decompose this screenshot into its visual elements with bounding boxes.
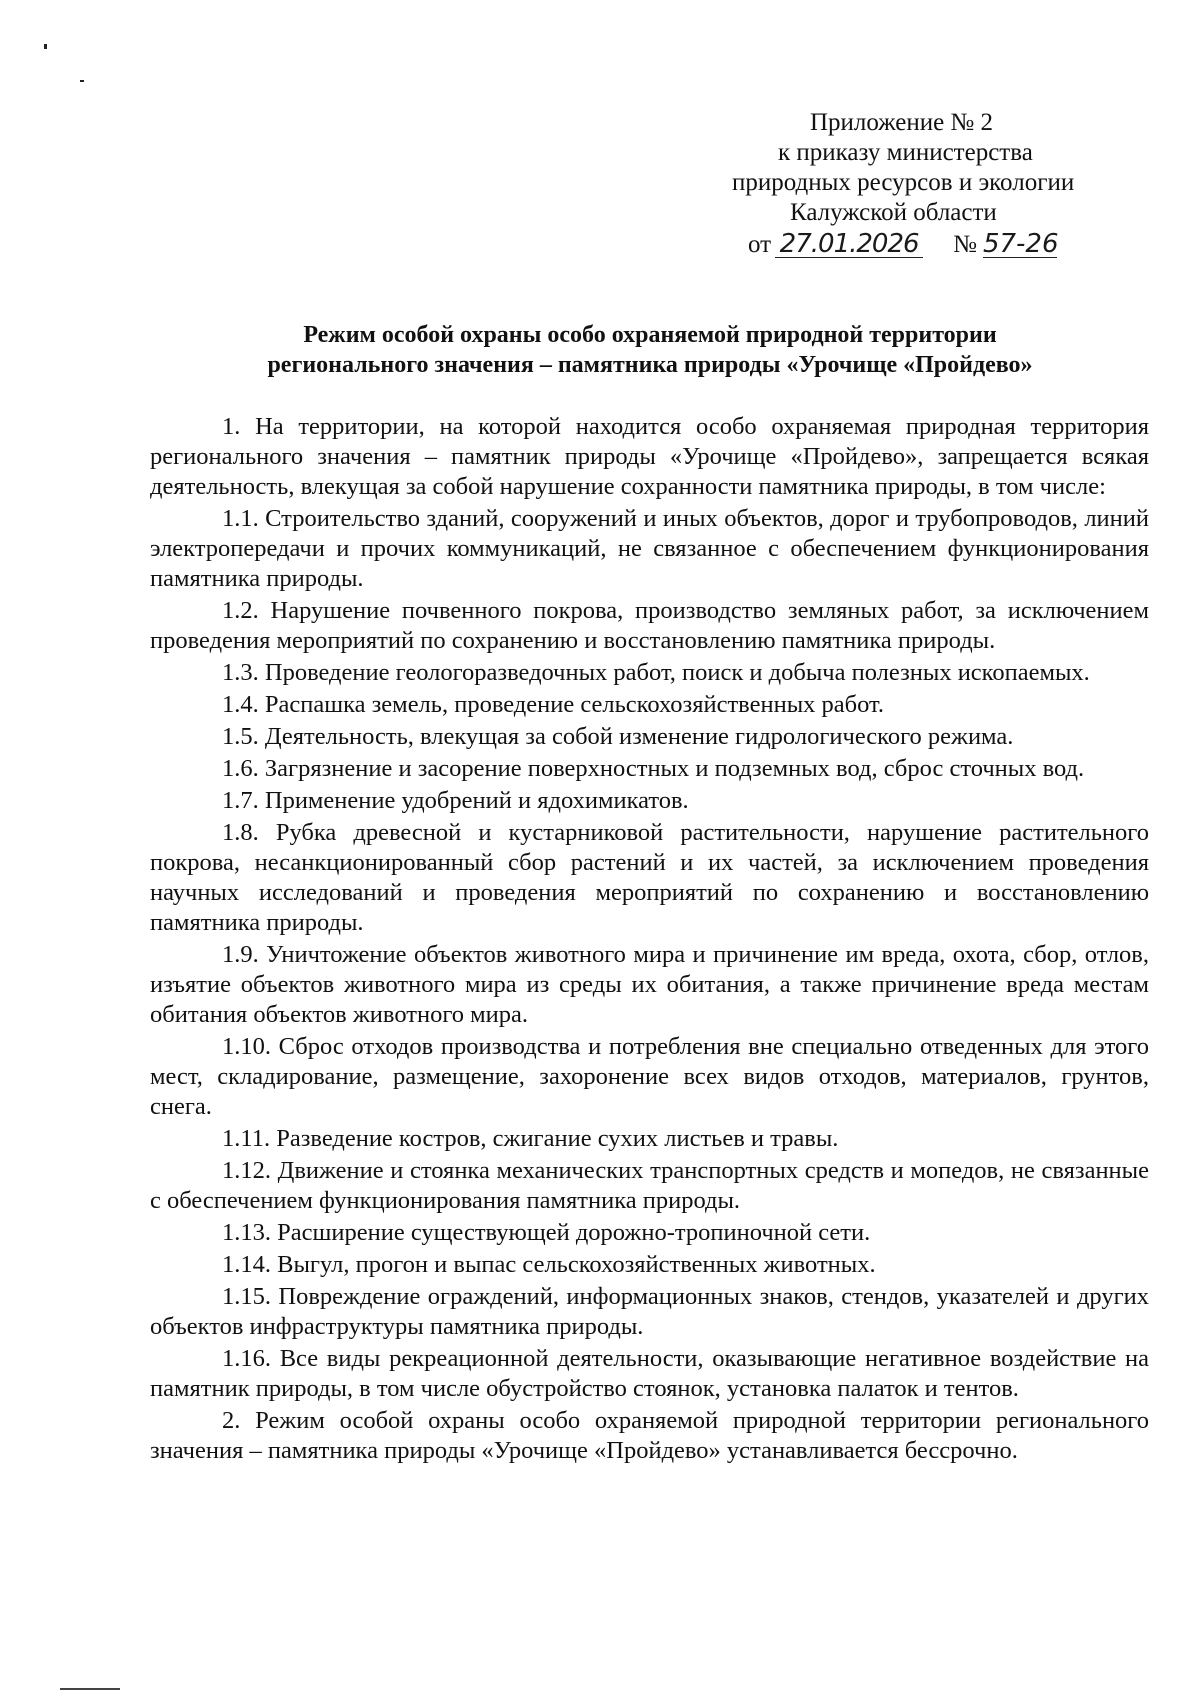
paragraph-1-12: 1.12. Движение и стоянка механических транспортных средств и мопедов, не связанные с обеспечением функционирования памятника природы. [150, 1157, 1149, 1214]
paragraph-1-1: 1.1. Строительство зданий, сооружений и иных объектов, дорог и трубопроводов, линий электропередачи и прочих коммуникаций, не связанное с обеспечением функционирования памятника природы. [150, 505, 1149, 592]
appendix-date-number [700, 230, 1160, 260]
page-edge-line [60, 1688, 120, 1690]
scan-speck [44, 44, 47, 49]
appendix-header [700, 108, 1160, 260]
paragraph-1-6: 1.6. Загрязнение и засорение поверхностных и подземных вод, сброс сточных вод. [222, 755, 1085, 782]
paragraph-1: 1. На территории, на которой находится особо охраняемая природная территория регионального значения – памятник природы «Урочище «Пройдево», запрещается всякая деятельность, влекущая за собой нарушение сохранности памятника природы, в том числе: [150, 413, 1149, 500]
paragraph-1-14: 1.14. Выгул, прогон и выпас сельскохозяйственных животных. [222, 1251, 876, 1278]
paragraph-1-9: 1.9. Уничтожение объектов животного мира и причинение им вреда, охота, сбор, отлов, изъятие объектов животного мира из среды их обитания, а также причинение вреда местам обитания объектов животного мира. [150, 941, 1149, 1028]
title-line-2: регионального значения – памятника природы «Урочище «Пройдево» [267, 352, 1033, 378]
paragraph-1-5: 1.5. Деятельность, влекущая за собой изменение гидрологического режима. [222, 723, 1014, 750]
paragraph-1-4: 1.4. Распашка земель, проведение сельскохозяйственных работ. [222, 691, 885, 718]
paragraph-1-7: 1.7. Применение удобрений и ядохимикатов. [222, 787, 689, 814]
handwritten-number: 57-26 [982, 229, 1059, 259]
paragraph-1-10: 1.10. Сброс отходов производства и потребления вне специально отведенных для этого мест, складирование, размещение, захоронение всех видов отходов, материалов, грунтов, снега. [150, 1033, 1149, 1120]
document-title [150, 320, 1150, 380]
paragraph-1-16: 1.16. Все виды рекреационной деятельности, оказывающие негативное воздействие на памятник природы, в том числе обустройство стоянок, установка палаток и тентов. [150, 1345, 1149, 1402]
paragraph-1-15: 1.15. Повреждение ограждений, информационных знаков, стендов, указателей и других объектов инфраструктуры памятника природы. [150, 1283, 1149, 1340]
appendix-line-3: природных ресурсов и экологии [732, 169, 1075, 196]
number-prefix: № [953, 231, 977, 258]
paragraph-1-11: 1.11. Разведение костров, сжигание сухих листьев и травы. [222, 1125, 839, 1152]
document-body [150, 412, 1149, 1468]
paragraph-1-2: 1.2. Нарушение почвенного покрова, производство земляных работ, за исключением проведения мероприятий по сохранению и восстановлению памятника природы. [150, 597, 1149, 654]
paragraph-1-8: 1.8. Рубка древесной и кустарниковой растительности, нарушение растительного покрова, несанкционированный сбор растений и их частей, за исключением проведения научных исследований и проведения мероприятий по сохранению и восстановлению памятника природы. [150, 819, 1149, 936]
paragraph-1-3: 1.3. Проведение геологоразведочных работ, поиск и добыча полезных ископаемых. [222, 659, 1090, 686]
appendix-line-2: к приказу министерства [778, 139, 1033, 166]
paragraph-1-13: 1.13. Расширение существующей дорожно-тропиночной сети. [222, 1219, 871, 1246]
paragraph-2: 2. Режим особой охраны особо охраняемой природной территории регионального значения – памятника природы «Урочище «Пройдево» устанавливается бессрочно. [150, 1407, 1149, 1464]
title-line-1: Режим особой охраны особо охраняемой природной территории [303, 322, 997, 348]
date-prefix: от [748, 231, 772, 258]
scan-speck [80, 80, 84, 82]
handwritten-date: 27.01.2026 [775, 231, 923, 258]
appendix-line-1: Приложение № 2 [810, 109, 994, 136]
appendix-line-4: Калужской области [790, 199, 997, 226]
